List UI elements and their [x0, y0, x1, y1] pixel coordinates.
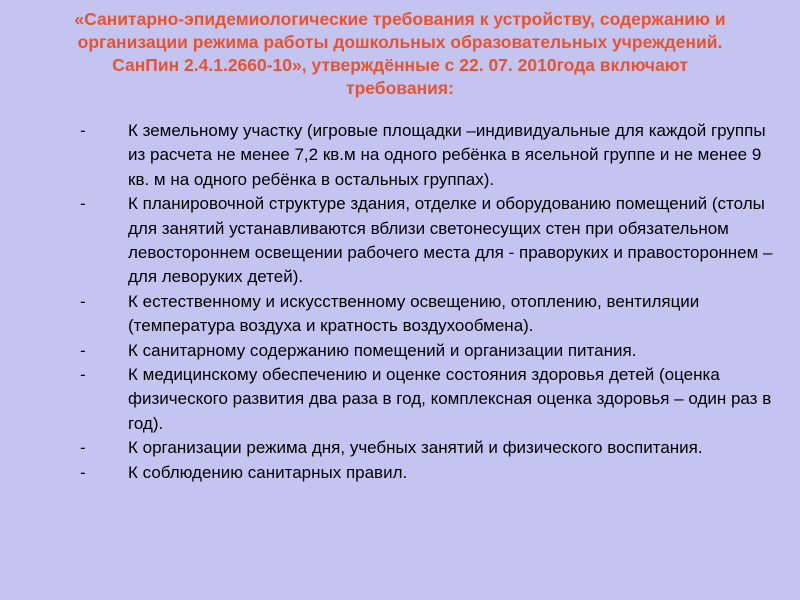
- list-item: [60, 363, 780, 436]
- list-item: [60, 339, 780, 363]
- list-item: [60, 290, 780, 339]
- bullet-dash-icon: -: [80, 121, 86, 140]
- bullet-dash-icon: -: [80, 194, 86, 214]
- list-item: [60, 192, 780, 290]
- bullet-dash-icon: -: [80, 438, 86, 458]
- list-item-text: К медицинскому обеспечению и оценке состояния здоровья детей (оценка физического развития два раза в год, комплексная оценка здоровья – один раз в год).: [128, 365, 772, 433]
- requirements-list: [60, 119, 780, 485]
- bullet-dash-icon: -: [80, 462, 86, 482]
- list-item: [60, 436, 780, 460]
- slide-title: «Санитарно-эпидемиологические требования к устройству, содержанию и организации режима работы дошкольных образовательных учреждений. СанПин 2.4.1.2660-10», утверждённые с 22. 07. 2010года включают требования:: [74, 9, 726, 98]
- list-item: [60, 119, 780, 192]
- list-item-text: К санитарному содержанию помещений и организации питания.: [128, 340, 637, 360]
- list-item: [60, 461, 780, 485]
- bullet-dash-icon: -: [80, 291, 86, 311]
- list-item-text: К планировочной структуре здания, отделке и оборудованию помещений (столы для занятий устанавливаются вблизи светонесущих стен при обязательном левостороннем освещении рабочего места для - праворуких и правостороннем –для леворуких детей).: [128, 194, 773, 287]
- bullet-dash-icon: -: [80, 340, 86, 360]
- list-item-text: К организации режима дня, учебных занятий и физического воспитания.: [128, 438, 703, 458]
- list-item-text: К естественному и искусственному освещению, отоплению, вентиляции (температура воздуха и кратность воздухообмена).: [128, 291, 700, 336]
- bullet-dash-icon: -: [80, 365, 86, 385]
- list-item-text: К соблюдению санитарных правил.: [128, 462, 408, 482]
- list-item-text: К земельному участку (игровые площадки –индивидуальные для каждой группы из расчета не менее 7,2 кв.м на одного ребёнка в ясельной группе и не менее 9 кв. м на одного ребёнка в остальных группах).: [128, 121, 766, 189]
